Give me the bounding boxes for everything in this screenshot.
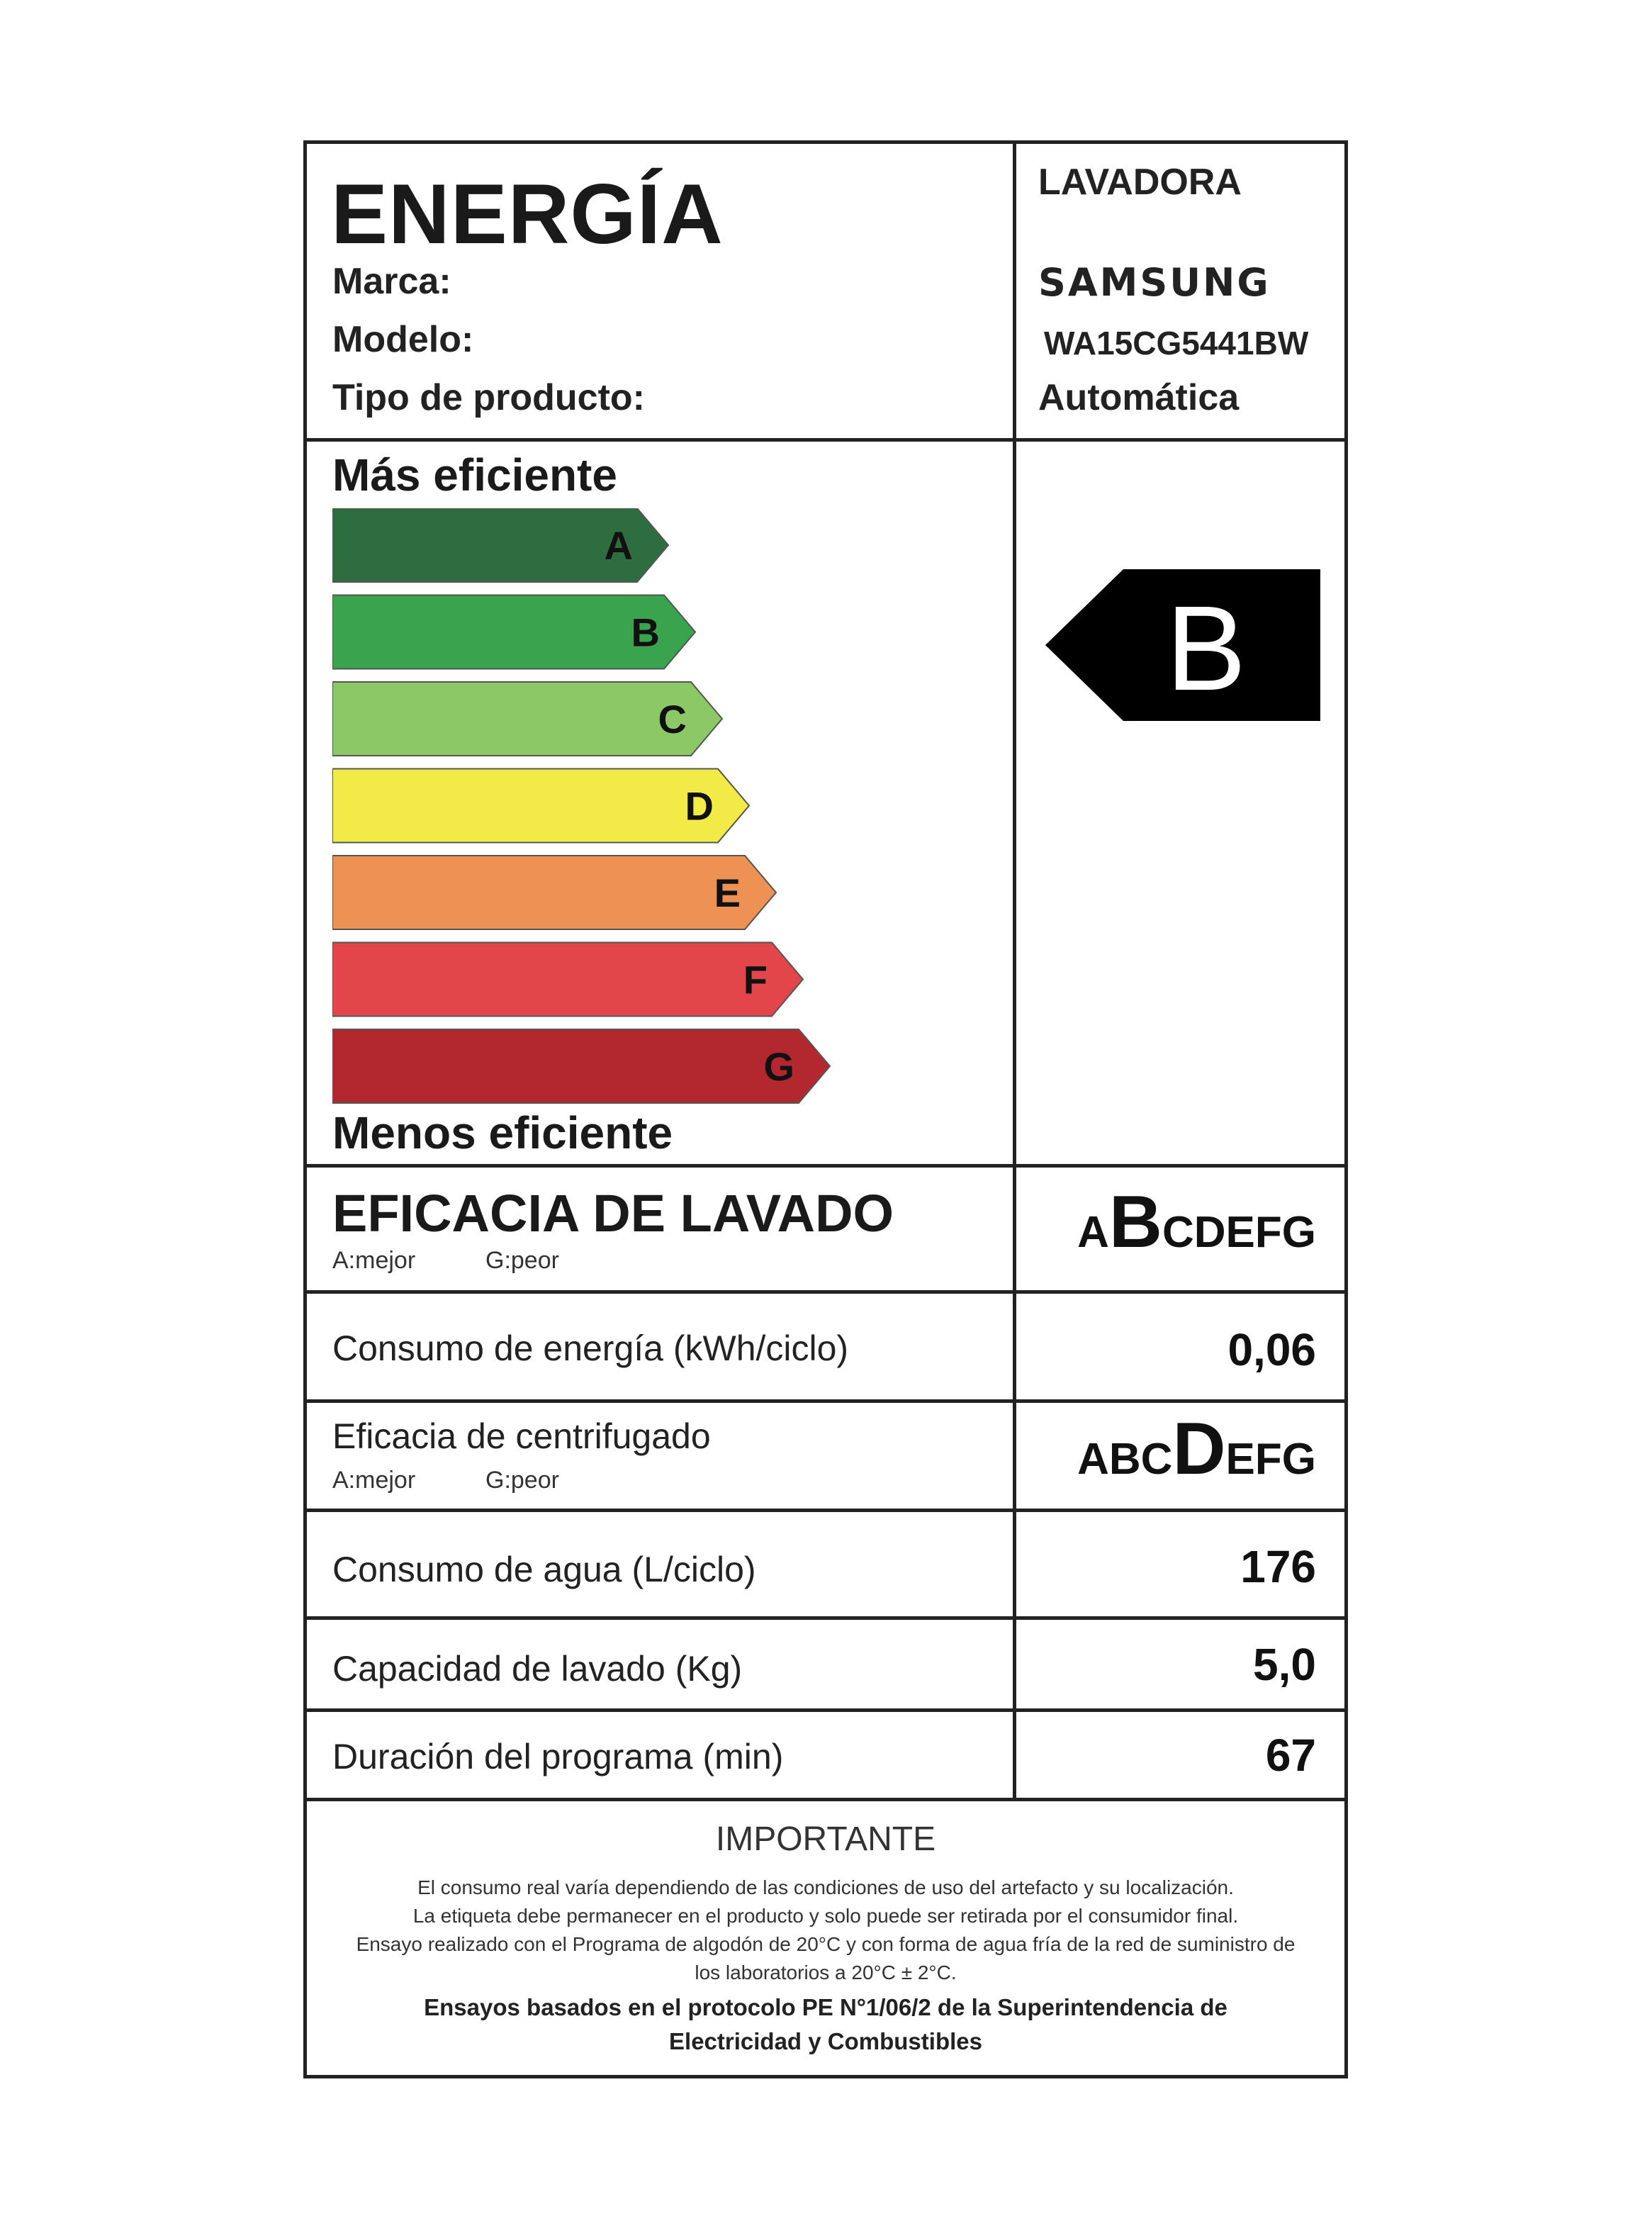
efficiency-bar-g [332, 1029, 830, 1103]
wash-worst-note: G:peor [485, 1247, 559, 1274]
product-category: LAVADORA [1038, 162, 1242, 203]
important-title: IMPORTANTE [715, 1820, 936, 1858]
energy-consumption-row [307, 1294, 1344, 1403]
important-line-2: La etiqueta debe permanecer en el producto y solo puede ser retirada por el consumidor final. [412, 1905, 1239, 1927]
important-line-3: Ensayo realizado con el Programa de algodón de 20°C y con forma de agua fría de la red de suministro de [356, 1933, 1296, 1955]
brand-label: Marca: [332, 261, 451, 302]
efficiency-bar-e [332, 856, 776, 929]
model-label: Modelo: [332, 319, 474, 360]
efficiency-bars [332, 508, 899, 1246]
capacity-row [307, 1620, 1344, 1712]
important-line-4: los laboratorios a 20°C ± 2°C. [695, 1961, 957, 1983]
wash-best-note: A:mejor [332, 1247, 416, 1274]
spin-scale-after: EFG [1225, 1435, 1316, 1484]
less-efficient-label: Menos eficiente [332, 1107, 673, 1158]
efficiency-bar-letter: F [743, 957, 768, 1002]
duration-row [307, 1712, 1344, 1801]
energy-consumption-value: 0,06 [1227, 1324, 1316, 1375]
important-bold-2: Electricidad y Combustibles [669, 2028, 982, 2054]
efficiency-bar-letter: G [763, 1044, 794, 1089]
efficiency-bar-letter: B [631, 610, 660, 655]
efficiency-bar-f [332, 943, 803, 1017]
type-label: Tipo de producto: [332, 377, 645, 418]
efficiency-bar-b [332, 595, 695, 669]
efficiency-bar-letter: E [714, 871, 741, 915]
spin-scale-before: ABC [1077, 1435, 1173, 1484]
efficiency-bar-c [332, 682, 722, 756]
important-line-1: El consumo real varía dependiendo de las condiciones de uso del artefacto y su localización. [417, 1876, 1234, 1898]
spin-scale-selected: D [1172, 1408, 1226, 1490]
wash-scale-selected: B [1108, 1181, 1162, 1263]
type-value: Automática [1038, 377, 1240, 418]
spin-efficacy-row [307, 1403, 1344, 1512]
header-section [307, 144, 1344, 442]
column-divider [1013, 144, 1016, 1801]
wash-efficacy-row [307, 1168, 1344, 1294]
water-consumption-label: Consumo de agua (L/ciclo) [332, 1550, 756, 1589]
efficiency-bar-letter: D [685, 783, 714, 829]
efficiency-bar-letter: C [658, 697, 687, 741]
wash-scale-before: A [1077, 1208, 1109, 1257]
capacity-label: Capacidad de lavado (Kg) [332, 1649, 743, 1689]
duration-value: 67 [1265, 1730, 1316, 1781]
rating-arrow [1045, 569, 1320, 721]
rating-letter: B [1166, 581, 1247, 716]
capacity-value: 5,0 [1253, 1639, 1316, 1690]
label-title: ENERGÍA [331, 167, 724, 262]
more-efficient-label: Más eficiente [332, 449, 617, 500]
wash-scale-after: CDEFG [1162, 1208, 1316, 1257]
spin-efficacy-label: Eficacia de centrifugado [332, 1416, 711, 1456]
efficiency-bar-shape [332, 856, 776, 929]
efficiency-bar-a [332, 508, 668, 582]
wash-efficacy-title: EFICACIA DE LAVADO [332, 1184, 894, 1243]
wash-efficacy-scale [1077, 1180, 1316, 1265]
spin-best-note: A:mejor [332, 1467, 416, 1494]
important-bold-1: Ensayos basados en el protocolo PE N°1/06/2 de la Superintendencia de [424, 1994, 1227, 2020]
efficiency-bar-shape [332, 1029, 830, 1103]
efficiency-bar-shape [332, 943, 803, 1017]
duration-label: Duración del programa (min) [332, 1737, 784, 1776]
energy-consumption-label: Consumo de energía (kWh/ciclo) [332, 1328, 849, 1368]
model-value: WA15CG5441BW [1044, 325, 1309, 362]
spin-worst-note: G:peor [485, 1467, 559, 1494]
efficiency-bar-letter: A [604, 523, 633, 568]
water-consumption-row [307, 1512, 1344, 1620]
brand-value: SAMSUNG [1038, 260, 1271, 305]
efficiency-bar-d [332, 769, 749, 843]
energy-label [303, 140, 1348, 2078]
water-consumption-value: 176 [1240, 1541, 1316, 1592]
spin-efficacy-scale [1077, 1407, 1316, 1492]
